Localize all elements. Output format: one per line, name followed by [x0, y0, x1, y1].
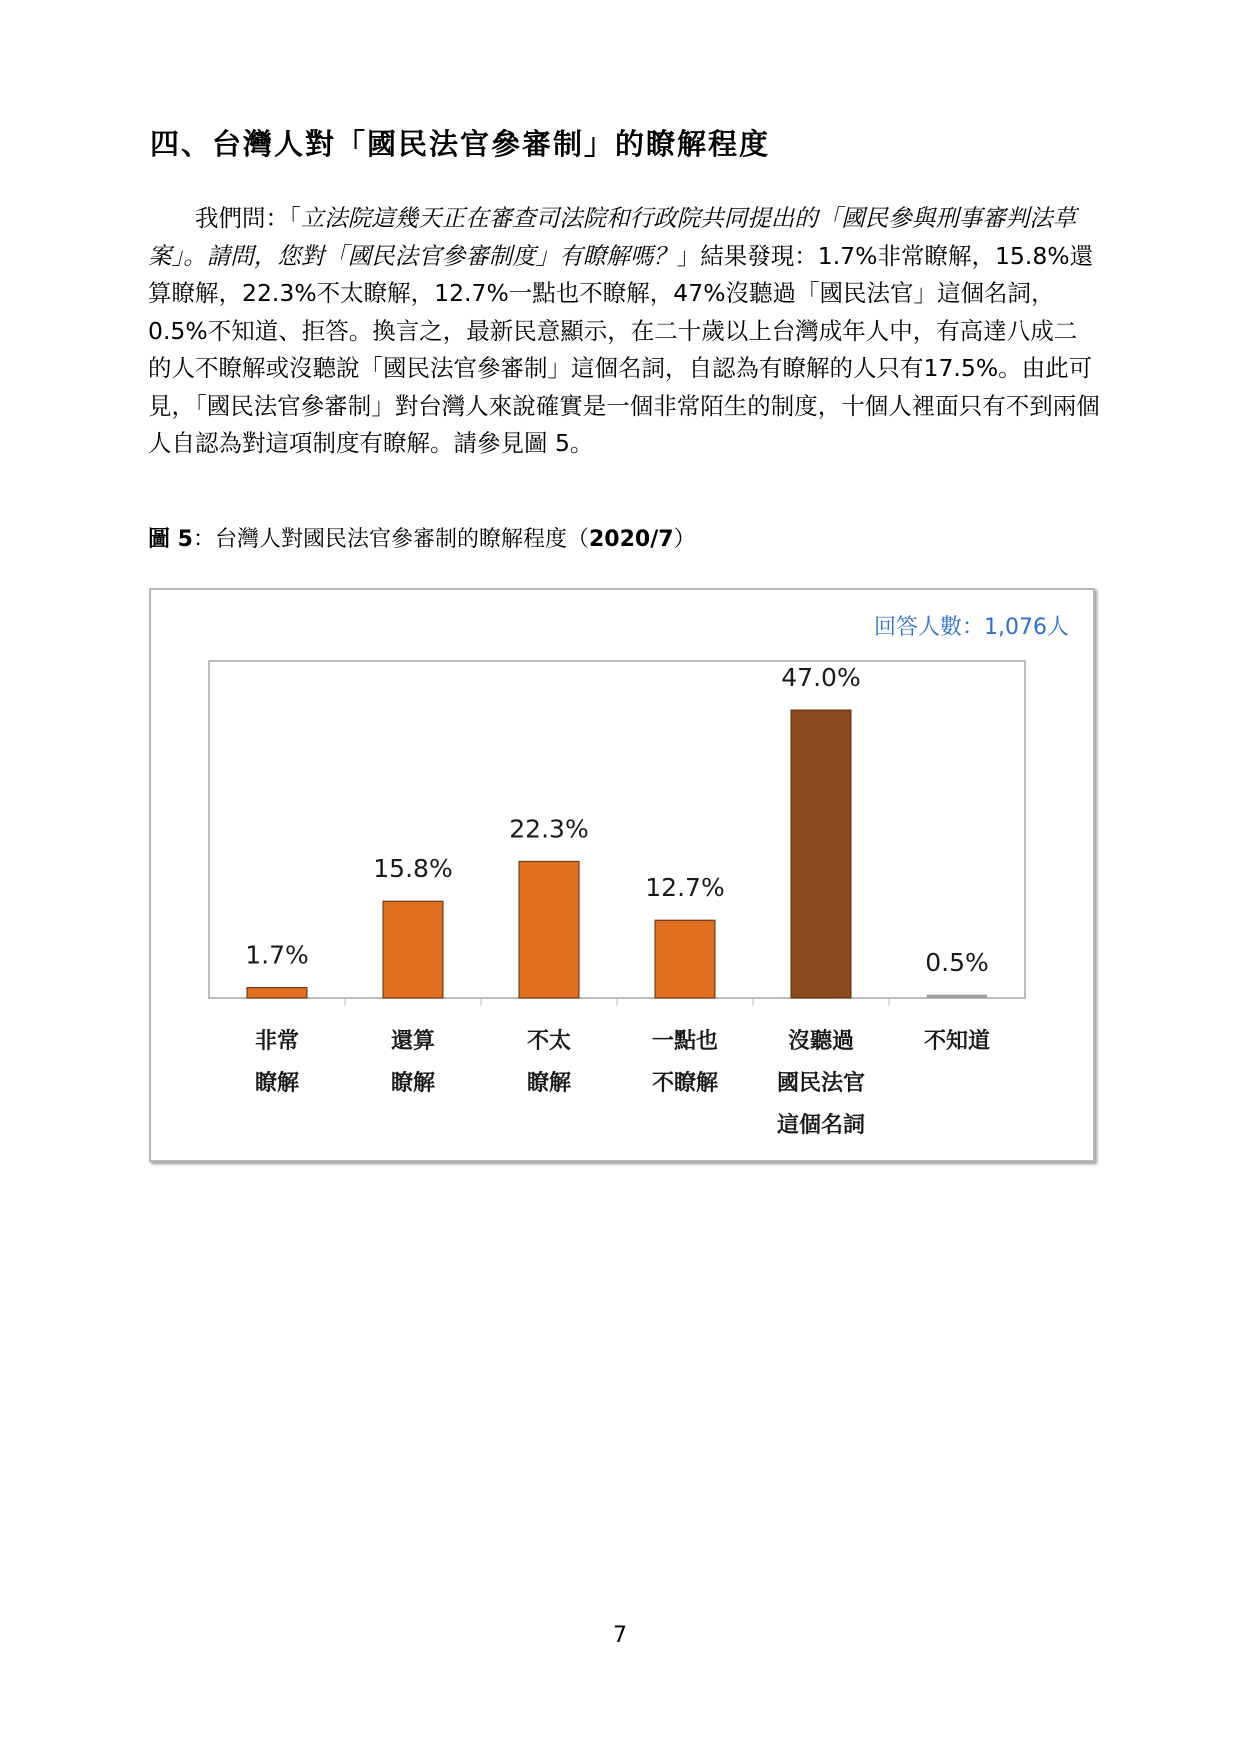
figure-caption-text: ：台灣人對國民法官參審制的瞭解程度（	[192, 527, 589, 552]
category-label: 沒聽過	[787, 1029, 855, 1054]
data-label: 22.3%	[509, 814, 589, 844]
category-label: 還算	[390, 1029, 436, 1054]
bar	[791, 710, 851, 998]
bar-chart	[151, 590, 1093, 1160]
section-heading: 四、台灣人對「國民法官參審制」的瞭解程度	[150, 127, 771, 161]
figure-caption-close: ）	[673, 527, 696, 552]
category-label: 一點也	[651, 1029, 719, 1054]
chart-frame	[149, 588, 1095, 1162]
bar	[519, 861, 579, 998]
data-label: 1.7%	[245, 940, 309, 970]
figure-date: 2020/7	[588, 527, 674, 552]
data-label: 47.0%	[781, 663, 861, 693]
data-label: 12.7%	[645, 873, 725, 903]
category-label: 不知道	[923, 1029, 991, 1054]
category-label: 不瞭解	[651, 1071, 719, 1096]
plot-area	[209, 661, 1025, 998]
category-label: 瞭解	[526, 1071, 572, 1096]
survey-question: 立法院這幾天正在審查司法院和行政院共同提出的「國民參與刑事審判法草案」。請問，您對「國民法官參審制度」有瞭解嗎？	[148, 204, 1077, 270]
category-label: 瞭解	[254, 1071, 300, 1096]
category-label: 瞭解	[390, 1071, 436, 1096]
paragraph-findings: 」結果發現：1.7%非常瞭解，15.8%還算瞭解，22.3%不太瞭解，12.7%一點也不瞭解，47%沒聽過「國民法官」這個名詞，0.5%不知道、拒答。換言之，最新民意顯示，在二十歲以上台灣成年人中，有高達八成二的人不瞭解或沒聽說「國民法官參審制」這個名詞，自認為有瞭解的人只有17.5%。由此可見，「國民法官參審制」對台灣人來說確實是一個非常陌生的制度，十個人裡面只有不到兩個人自認為對這項制度有瞭解。請參見圖 5。	[148, 241, 1100, 457]
bar	[383, 901, 443, 998]
paragraph-lead: 我們問：「	[195, 204, 301, 232]
category-label: 不太	[526, 1029, 572, 1054]
data-label: 15.8%	[373, 854, 453, 884]
respondent-count-note: 回答人數：1,076人	[874, 615, 1069, 640]
figure-caption	[148, 522, 696, 553]
category-label: 這個名詞	[776, 1113, 866, 1138]
figure-label: 圖 5	[148, 527, 193, 552]
bar	[927, 995, 987, 998]
category-label: 非常	[254, 1029, 300, 1054]
bar	[655, 920, 715, 998]
bar	[247, 988, 307, 998]
body-paragraph	[148, 200, 1100, 463]
data-label: 0.5%	[925, 947, 989, 977]
category-label: 國民法官	[776, 1071, 866, 1096]
page-number: 7	[613, 1623, 627, 1648]
